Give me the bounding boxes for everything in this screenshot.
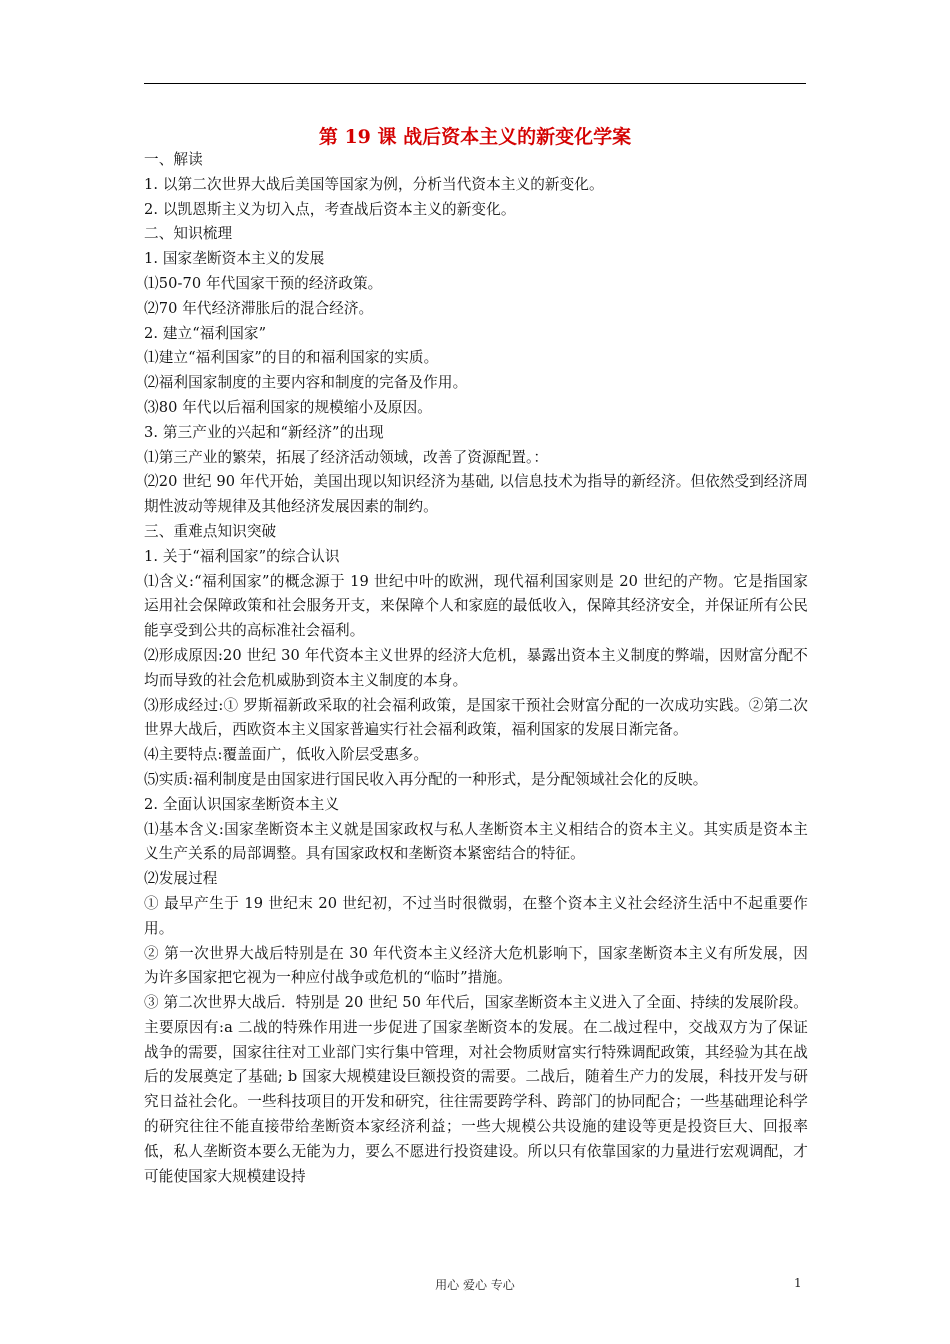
paragraph: ⑴第三产业的繁荣，拓展了经济活动领域，改善了资源配置。： <box>144 448 549 466</box>
paragraph: ⑶80 年代以后福利国家的规模缩小及原因。 <box>144 398 432 416</box>
paragraph: ⑴建立“福利国家”的目的和福利国家的实质。 <box>144 349 439 367</box>
page-number: 1 <box>794 1276 802 1290</box>
footer-slogan: 用心 爱心 专心 <box>435 1278 515 1292</box>
paragraph: ② 第一次世界大战后特别是在 30 年代资本主义经济大危机影响下，国家垄断资本主义有所发展，因为许多国家把它视为一种应付战争或危机的“临时”措施。 <box>144 944 808 987</box>
document-body <box>144 148 808 1189</box>
paragraph: ⑵发展过程 <box>144 870 218 888</box>
paragraph: ⑴50-70 年代国家干预的经济政策。 <box>144 274 383 292</box>
paragraph: ⑵20 世纪 90 年代开始，美国出现以知识经济为基础, 以信息技术为指导的新经济。但依然受到经济周期性波动等规律及其他经济发展因素的制约。 <box>144 473 808 516</box>
paragraph: 1. 以第二次世界大战后美国等国家为例，分析当代资本主义的新变化。 <box>144 175 604 193</box>
paragraph: ⑷主要特点:覆盖面广，低收入阶层受惠多。 <box>144 746 429 764</box>
paragraph: ⑵福利国家制度的主要内容和制度的完备及作用。 <box>144 374 468 392</box>
paragraph: 2. 全面认识国家垄断资本主义 <box>144 795 340 813</box>
paragraph: ⑴含义:“福利国家”的概念源于 19 世纪中叶的欧洲，现代福利国家则是 20 世纪的产物。它是指国家运用社会保障政策和社会服务开支，来保障个人和家庭的最低收入，保障其经济安全，并保证所有公民能享受到公共的高标准社会福利。 <box>144 572 808 640</box>
paragraph: 3. 第三产业的兴起和“新经济”的出现 <box>144 423 384 441</box>
paragraph: 2. 建立“福利国家” <box>144 324 267 342</box>
section-heading: 一、解读 <box>144 151 203 168</box>
paragraph: 2. 以凯恩斯主义为切入点，考查战后资本主义的新变化。 <box>144 200 516 218</box>
paragraph: ③ 第二次世界大战后．特别是 20 世纪 50 年代后，国家垄断资本主义进入了全面、持续的发展阶段。主要原因有:a 二战的特殊作用进一步促进了国家垄断资本的发展。在二战过程中，交战双方为了保证战争的需要，国家往往对工业部门实行集中管理，对社会物质财富实行特殊调配政策，其经验为其在战后的发展奠定了基础; b 国家大规模建设巨额投资的需要。二战后，随着生产力的发展，科技开发与研究日益社会化。一些科技项目的开发和研究，往往需要跨学科、跨部门的协同配合；一些基础理论科学的研究往往不能直接带给垄断资本家经济利益；一些大规模公共设施的建设等更是投资巨大、回报率低，私人垄断资本要么无能为力，要么不愿进行投资建设。所以只有依靠国家的力量进行宏观调配，才可能使国家大规模建设持 <box>144 994 808 1185</box>
paragraph: ⑴基本含义:国家垄断资本主义就是国家政权与私人垄断资本主义相结合的资本主义。其实质是资本主义生产关系的局部调整。具有国家政权和垄断资本紧密结合的特征。 <box>144 820 808 863</box>
section-heading: 二、知识梳理 <box>144 225 233 243</box>
paragraph: ⑵70 年代经济滞胀后的混合经济。 <box>144 299 374 317</box>
paragraph: ⑶形成经过:① 罗斯福新政采取的社会福利政策，是国家干预社会财富分配的一次成功实践。②第二次世界大战后，西欧资本主义国家普遍实行社会福利政策，福利国家的发展日渐完备。 <box>144 696 808 739</box>
section-heading: 三、重难点知识突破 <box>144 522 277 540</box>
paragraph: ⑵形成原因:20 世纪 30 年代资本主义世界的经济大危机，暴露出资本主义制度的弊端，因财富分配不均而导致的社会危机威胁到资本主义制度的本身。 <box>144 646 808 689</box>
paragraph: 1. 关于“福利国家”的综合认识 <box>144 547 340 565</box>
header-rule <box>144 83 806 84</box>
page-title: 第 19 课 战后资本主义的新变化学案 <box>318 126 632 148</box>
paragraph: ① 最早产生于 19 世纪末 20 世纪初，不过当时很微弱，在整个资本主义社会经济生活中不起重要作用。 <box>144 894 808 937</box>
paragraph: ⑸实质:福利制度是由国家进行国民收入再分配的一种形式，是分配领域社会化的反映。 <box>144 770 708 788</box>
paragraph: 1. 国家垄断资本主义的发展 <box>144 250 325 268</box>
